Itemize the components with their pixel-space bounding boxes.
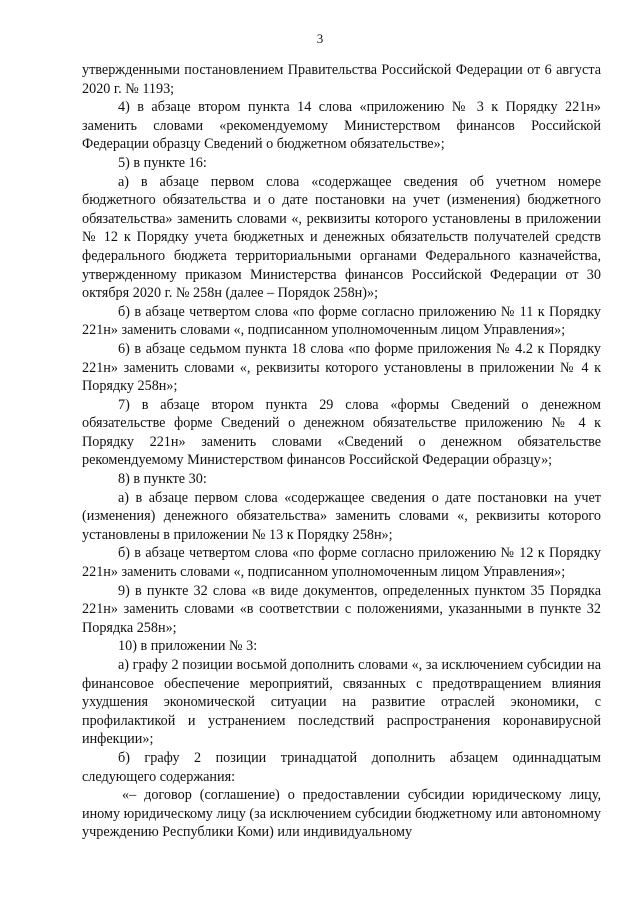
paragraph-item-10b: б) графу 2 позиции тринадцатой дополнить абзацем одиннадцатым следующего содержания: [82, 749, 601, 785]
paragraph-item-8a: а) в абзаце первом слова «содержащее сведения о дате постановки на учет (изменения) денежного обязательства» заменить словами «, реквизиты которого установлены в приложении № 13 к Порядку 258н»; [82, 489, 601, 543]
paragraph-item-5a: а) в абзаце первом слова «содержащее сведения об учетном номере бюджетного обязательства и о дате постановки на учет (изменения) бюджетного обязательства» заменить словами «, реквизиты которого установлены в приложении № 12 к Порядку учета бюджетных и денежных обязательств получателей средств федерального бюджета территориальными органами Федерального казначейства, утвержденному приказом Министерства финансов Российской Федерации от 30 октября 2020 г. № 258н (далее – Порядок 258н)»; [82, 173, 601, 302]
paragraph-item-8: 8) в пункте 30: [118, 471, 207, 488]
paragraph-item-9: 9) в пункте 32 слова «в виде документов, определенных пунктом 35 Порядка 221н» заменить словами «в соответствии с положениями, указанными в пункте 32 Порядка 258н»; [82, 582, 601, 636]
paragraph-item-4: 4) в абзаце втором пункта 14 слова «приложению № 3 к Порядку 221н» заменить словами «рекомендуемому Министерством финансов Российской Федерации образцу Сведений о бюджетном обязательстве»; [82, 99, 601, 153]
paragraph-item-10: 10) в приложении № 3: [118, 638, 258, 655]
paragraph-item-7: 7) в абзаце втором пункта 29 слова «формы Сведений о денежном обязательстве форме Сведений о денежном обязательстве приложению № 4 к Порядку 221н» заменить словами «Сведений о денежном обязательстве рекомендуемому Министерством финансов Российской Федерации образцу»; [82, 396, 601, 469]
paragraph-continuation: утвержденными постановлением Правительства Российской Федерации от 6 августа 2020 г. № 1193; [82, 62, 601, 97]
paragraph-item-10a: а) графу 2 позиции восьмой дополнить словами «, за исключением субсидии на финансовое обеспечение мероприятий, связанных с предотвращением влияния ухудшения экономической ситуации на развитие отраслей экономики, с профилактикой и устранением последствий распространения коронавирусной инфекции»; [82, 657, 601, 748]
page-number: 3 [316, 31, 324, 46]
paragraph-item-5b: б) в абзаце четвертом слова «по форме согласно приложению № 11 к Порядку 221н» заменить словами «, подписанном уполномоченным лицом Управления»; [82, 303, 601, 339]
paragraph-quoted-text: «– договор (соглашение) о предоставлении субсидии юридическому лицу, иному юридическому лицу (за исключением субсидии бюджетному или автономному учреждению Республики Коми) или индивидуальному [82, 787, 601, 841]
paragraph-item-5: 5) в пункте 16: [118, 154, 207, 171]
document-body [82, 61, 601, 842]
paragraph-item-8b: б) в абзаце четвертом слова «по форме согласно приложению № 12 к Порядку 221н» заменить словами «, подписанном уполномоченным лицом Управления»; [82, 545, 601, 581]
paragraph-item-6: 6) в абзаце седьмом пункта 18 слова «по форме приложения № 4.2 к Порядку 221н» заменить словами «, реквизиты которого установлены в приложении № 4 к Порядку 258н»; [82, 340, 601, 395]
